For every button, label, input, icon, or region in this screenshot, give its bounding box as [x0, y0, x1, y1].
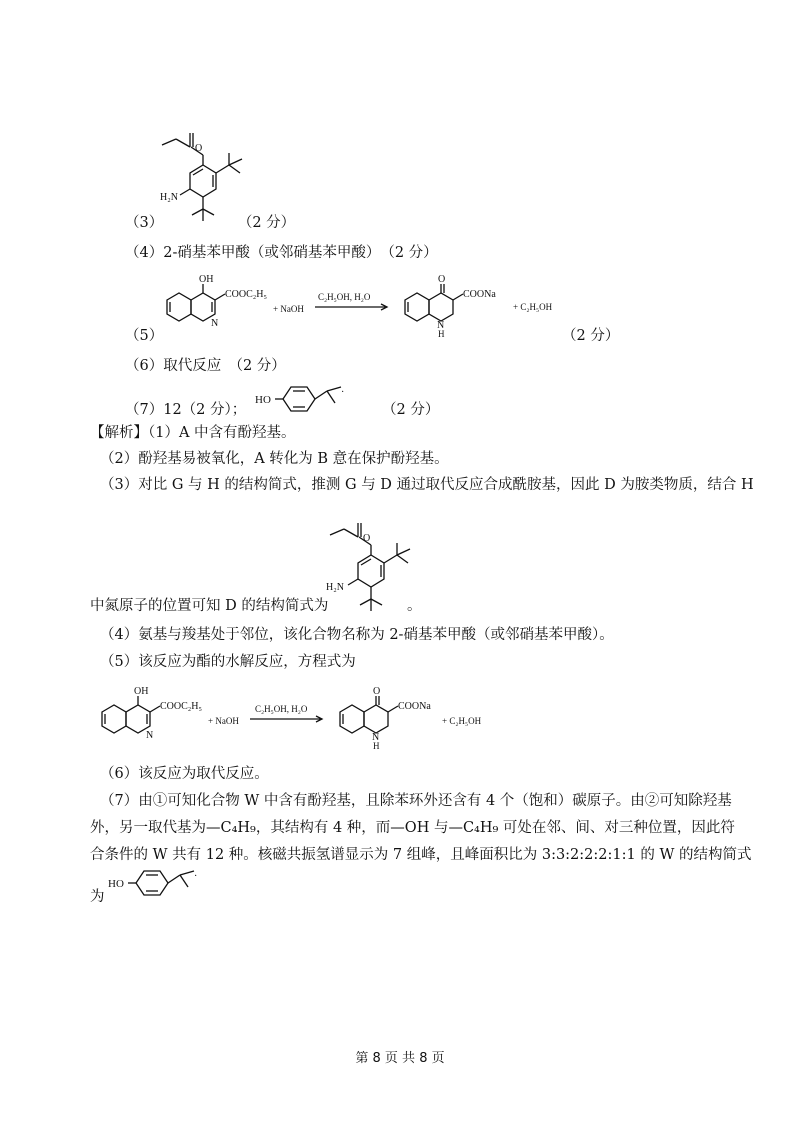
hydrolysis-reaction-top [155, 270, 595, 338]
oxygen-label-2: O [363, 533, 371, 544]
nh-label-2: N [372, 732, 380, 743]
ethanol-label-2: + C₂H₅OH [442, 716, 482, 726]
hydroxy-label: OH [199, 274, 214, 285]
answer-3-number: （3） [125, 215, 164, 231]
answer-6: （6）取代反应 （2 分） [125, 358, 286, 374]
analysis-7d: 为 [90, 889, 105, 905]
nh-label: N [437, 320, 445, 331]
nitrogen-label-2: N [146, 730, 154, 741]
analysis-7c: 合条件的 W 共有 12 种。核磁共振氢谱显示为 7 组峰，且峰面积比为 3:3:2:2:2:1:1 的 W 的结构简式 [90, 847, 752, 863]
analysis-6: （6）该反应为取代反应。 [100, 766, 269, 782]
svg-text:·: · [341, 387, 345, 398]
amino-label: H₂N [160, 192, 178, 203]
ho-label-2: HO [108, 878, 124, 890]
analysis-3-cont: 中氮原子的位置可知 D 的结构简式为 [90, 598, 329, 614]
naoh-label-2: + NaOH [208, 716, 239, 726]
answer-7-prefix: （7）12（2 分）； [125, 402, 247, 418]
oxygen-label: O [195, 143, 203, 154]
answer-4: （4）2-硝基苯甲酸（或邻硝基苯甲酸） （2 分） [125, 245, 438, 261]
analysis-1: 【解析】（1）A 中含有酚羟基。 [90, 425, 296, 441]
keto-oxygen-label: O [438, 274, 446, 285]
analysis-4: （4）氨基与羧基处于邻位，该化合物名称为 2-硝基苯甲酸（或邻硝基苯甲酸）。 [100, 627, 614, 643]
answer-7-score: （2 分） [382, 402, 440, 418]
analysis-7b: 外，另一取代基为—C₄H₉，其结构有 4 种，而—OH 与—C₄H₉ 可处在邻、间、对三种位置，因此符 [90, 820, 735, 836]
h-label-2: H [373, 741, 380, 750]
amino-label-2: H₂N [326, 582, 344, 593]
analysis-2: （2）酚羟基易被氧化，A 转化为 B 意在保护酚羟基。 [100, 451, 449, 467]
analysis-5: （5）该反应为酯的水解反应，方程式为 [100, 654, 356, 670]
analysis-3: （3）对比 G 与 H 的结构简式，推测 G 与 D 通过取代反应合成酰胺基，因此 D 为胺类物质，结合 H [100, 477, 754, 493]
answer-3-score: （2 分） [237, 215, 296, 231]
hydroxy-label-2: OH [134, 686, 149, 697]
ester-label-2: COOC₂H₅ [160, 701, 202, 712]
hydrolysis-reaction-analysis [90, 682, 530, 750]
reaction-conditions-2: C₂H₅OH, H₂O [255, 704, 308, 714]
svg-text:·: · [194, 871, 198, 882]
ho-label: HO [255, 394, 271, 406]
keto-oxygen-label-2: O [373, 686, 381, 697]
page-footer: 第 8 页 共 8 页 [355, 1051, 445, 1066]
answer-5-number: （5） [125, 328, 164, 344]
nitrogen-label: N [211, 318, 219, 329]
ethanol-label: + C₂H₅OH [513, 302, 553, 312]
structure-w-answer [255, 380, 375, 420]
carboxylate-label: COONa [463, 289, 496, 300]
h-label: H [438, 329, 445, 338]
carboxylate-label-2: COONa [398, 701, 431, 712]
reaction-conditions: C₂H₅OH, H₂O [318, 292, 371, 302]
naoh-label: + NaOH [273, 304, 304, 314]
analysis-7a: （7）由①可知化合物 W 中含有酚羟基，且除苯环外还含有 4 个（饱和）碳原子。由②可知除羟基 [100, 793, 732, 809]
analysis-3-end: 。 [407, 598, 422, 614]
structure-w-analysis [108, 867, 228, 907]
ester-label: COOC₂H₅ [225, 289, 267, 300]
answer-5-score: （2 分） [562, 328, 620, 344]
